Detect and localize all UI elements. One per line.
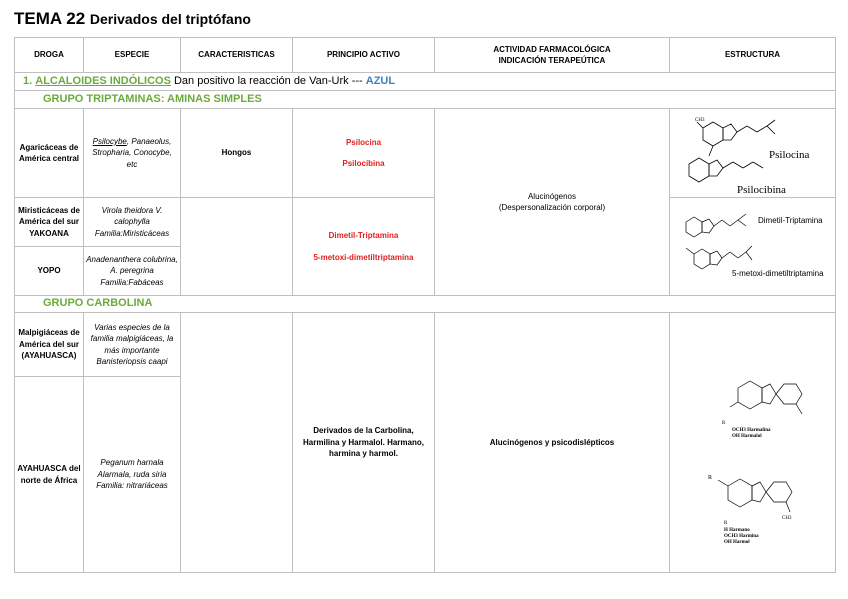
actividad-triptaminas-line1: Alucinógenos <box>527 191 577 201</box>
header-actividad <box>435 38 670 73</box>
droga-miristicaceas: Miristicáceas de América del sur YAKOANA <box>15 198 84 247</box>
estructura-psilocina-cell <box>670 109 836 198</box>
label-dimetil-triptamina: Dimetil-Triptamina <box>758 215 823 225</box>
droga-agaricaceas: Agaricáceas de América central <box>15 109 84 198</box>
group-carbolina: GRUPO CARBOLINA <box>15 296 836 313</box>
especie-miristicaceas: Virola theidora V. calophylla Familia:Miristicáceas <box>84 198 181 247</box>
header-actividad-line2: INDICACIÓN TERAPEÚTICA <box>498 56 606 65</box>
header-actividad-line1: ACTIVIDAD FARMACOLÓGICA <box>493 44 611 54</box>
estructura-carbolina-cell <box>670 313 836 573</box>
group-row-triptaminas <box>15 91 836 109</box>
especie-ayahuasca-africa: Peganum harnala Alarmala, ruda siria Familia: nitrariáceas <box>84 377 181 573</box>
actividad-triptaminas-line2: (Despersonalización corporal) <box>498 203 606 212</box>
group-row-carbolina <box>15 296 836 313</box>
harmano-label-2: OCH3 Harmina <box>724 533 759 539</box>
principio-5-meo-dmt: 5-metoxi-dimetiltriptamina <box>313 252 414 262</box>
especie-agaricaceas-rest: , Panaeolus, Stropharia, Conocybe, etc <box>92 136 172 169</box>
group-triptaminas: GRUPO TRIPTAMINAS: AMINAS SIMPLES <box>15 91 836 109</box>
label-5-meo-dmt: 5-metoxi-dimetiltriptamina <box>732 268 824 278</box>
harmano-r-label: R <box>708 474 713 481</box>
table-row <box>15 313 836 377</box>
harmano-ch3-label: CH3 <box>782 515 792 521</box>
header-caracteristicas: CARACTERISTICAS <box>181 38 293 73</box>
psilocina-structure-image <box>673 110 833 196</box>
page-title <box>14 9 251 29</box>
caracteristicas-carbolina <box>181 313 293 573</box>
droga-malpigiaceas: Malpigiáceas de América del sur (AYAHUASCA) <box>15 313 84 377</box>
especie-yopo: Anadenanthera colubrina, A. peregrina Familia:Fabáceas <box>84 247 181 296</box>
table-row <box>15 109 836 198</box>
harmano-r2-label: R <box>724 520 728 526</box>
especie-malpigiaceas: Varias especies de la familia malpigiáceas, la más importante Banisteriopsis caapi <box>84 313 181 377</box>
title-number: TEMA 22 <box>14 9 86 28</box>
label-psilocina: Psilocina <box>768 149 809 161</box>
harmalina-label-1: OCH3 Harmalina <box>732 427 771 433</box>
header-estructura: ESTRUCTURA <box>670 38 836 73</box>
harmalina-r-label: R <box>722 420 726 426</box>
section-number: 1. <box>23 74 33 87</box>
caracteristicas-agaricaceas: Hongos <box>181 109 293 198</box>
estructura-dmt-cell <box>670 198 836 296</box>
section-color-word: AZUL <box>365 74 396 87</box>
principio-dmt <box>293 198 435 296</box>
actividad-triptaminas <box>435 109 670 296</box>
header-especie: ESPECIE <box>84 38 181 73</box>
principio-psilocina: Psilocina <box>345 137 382 147</box>
header-droga: DROGA <box>15 38 84 73</box>
alkaloids-table <box>14 37 836 573</box>
dmt-structure-image <box>672 202 836 292</box>
actividad-carbolina: Alucinógenos y psicodislépticos <box>435 313 670 573</box>
especie-agaricaceas-main: Psilocybe <box>92 136 127 146</box>
carbolina-structure-image <box>672 318 836 568</box>
droga-ayahuasca-africa: AYAHUASCA del norte de África <box>15 377 84 573</box>
caracteristicas-dmt <box>181 198 293 296</box>
principio-psilocibina: Psilocibina <box>342 159 385 168</box>
title-subject: Derivados del triptófano <box>89 11 251 27</box>
label-psilocibina: Psilocibina <box>736 184 786 196</box>
harmano-label-1: H Harmano <box>724 527 750 533</box>
section-text: Dan positivo la reacción de Van-Urk --- <box>170 74 366 87</box>
section-heading <box>15 73 836 91</box>
especie-agaricaceas <box>84 109 181 198</box>
psilocina-oh-label: CH3 <box>694 118 704 123</box>
principio-carbolina: Derivados de la Carbolina, Harmilina y Harmalol. Harmano, harmina y harmol. <box>293 313 435 573</box>
harmalina-label-2: OH Harmalol <box>732 433 762 439</box>
principio-agaricaceas <box>293 109 435 198</box>
droga-yopo: YOPO <box>15 247 84 296</box>
harmano-label-3: OH Harmol <box>724 539 750 545</box>
table-row <box>15 198 836 247</box>
header-principio: PRINCIPIO ACTIVO <box>293 38 435 73</box>
section-row <box>15 73 836 91</box>
header-row <box>15 38 836 73</box>
principio-dimetil-triptamina: Dimetil-Triptamina <box>328 231 399 240</box>
section-name: ALCALOIDES INDÓLICOS <box>35 74 171 87</box>
